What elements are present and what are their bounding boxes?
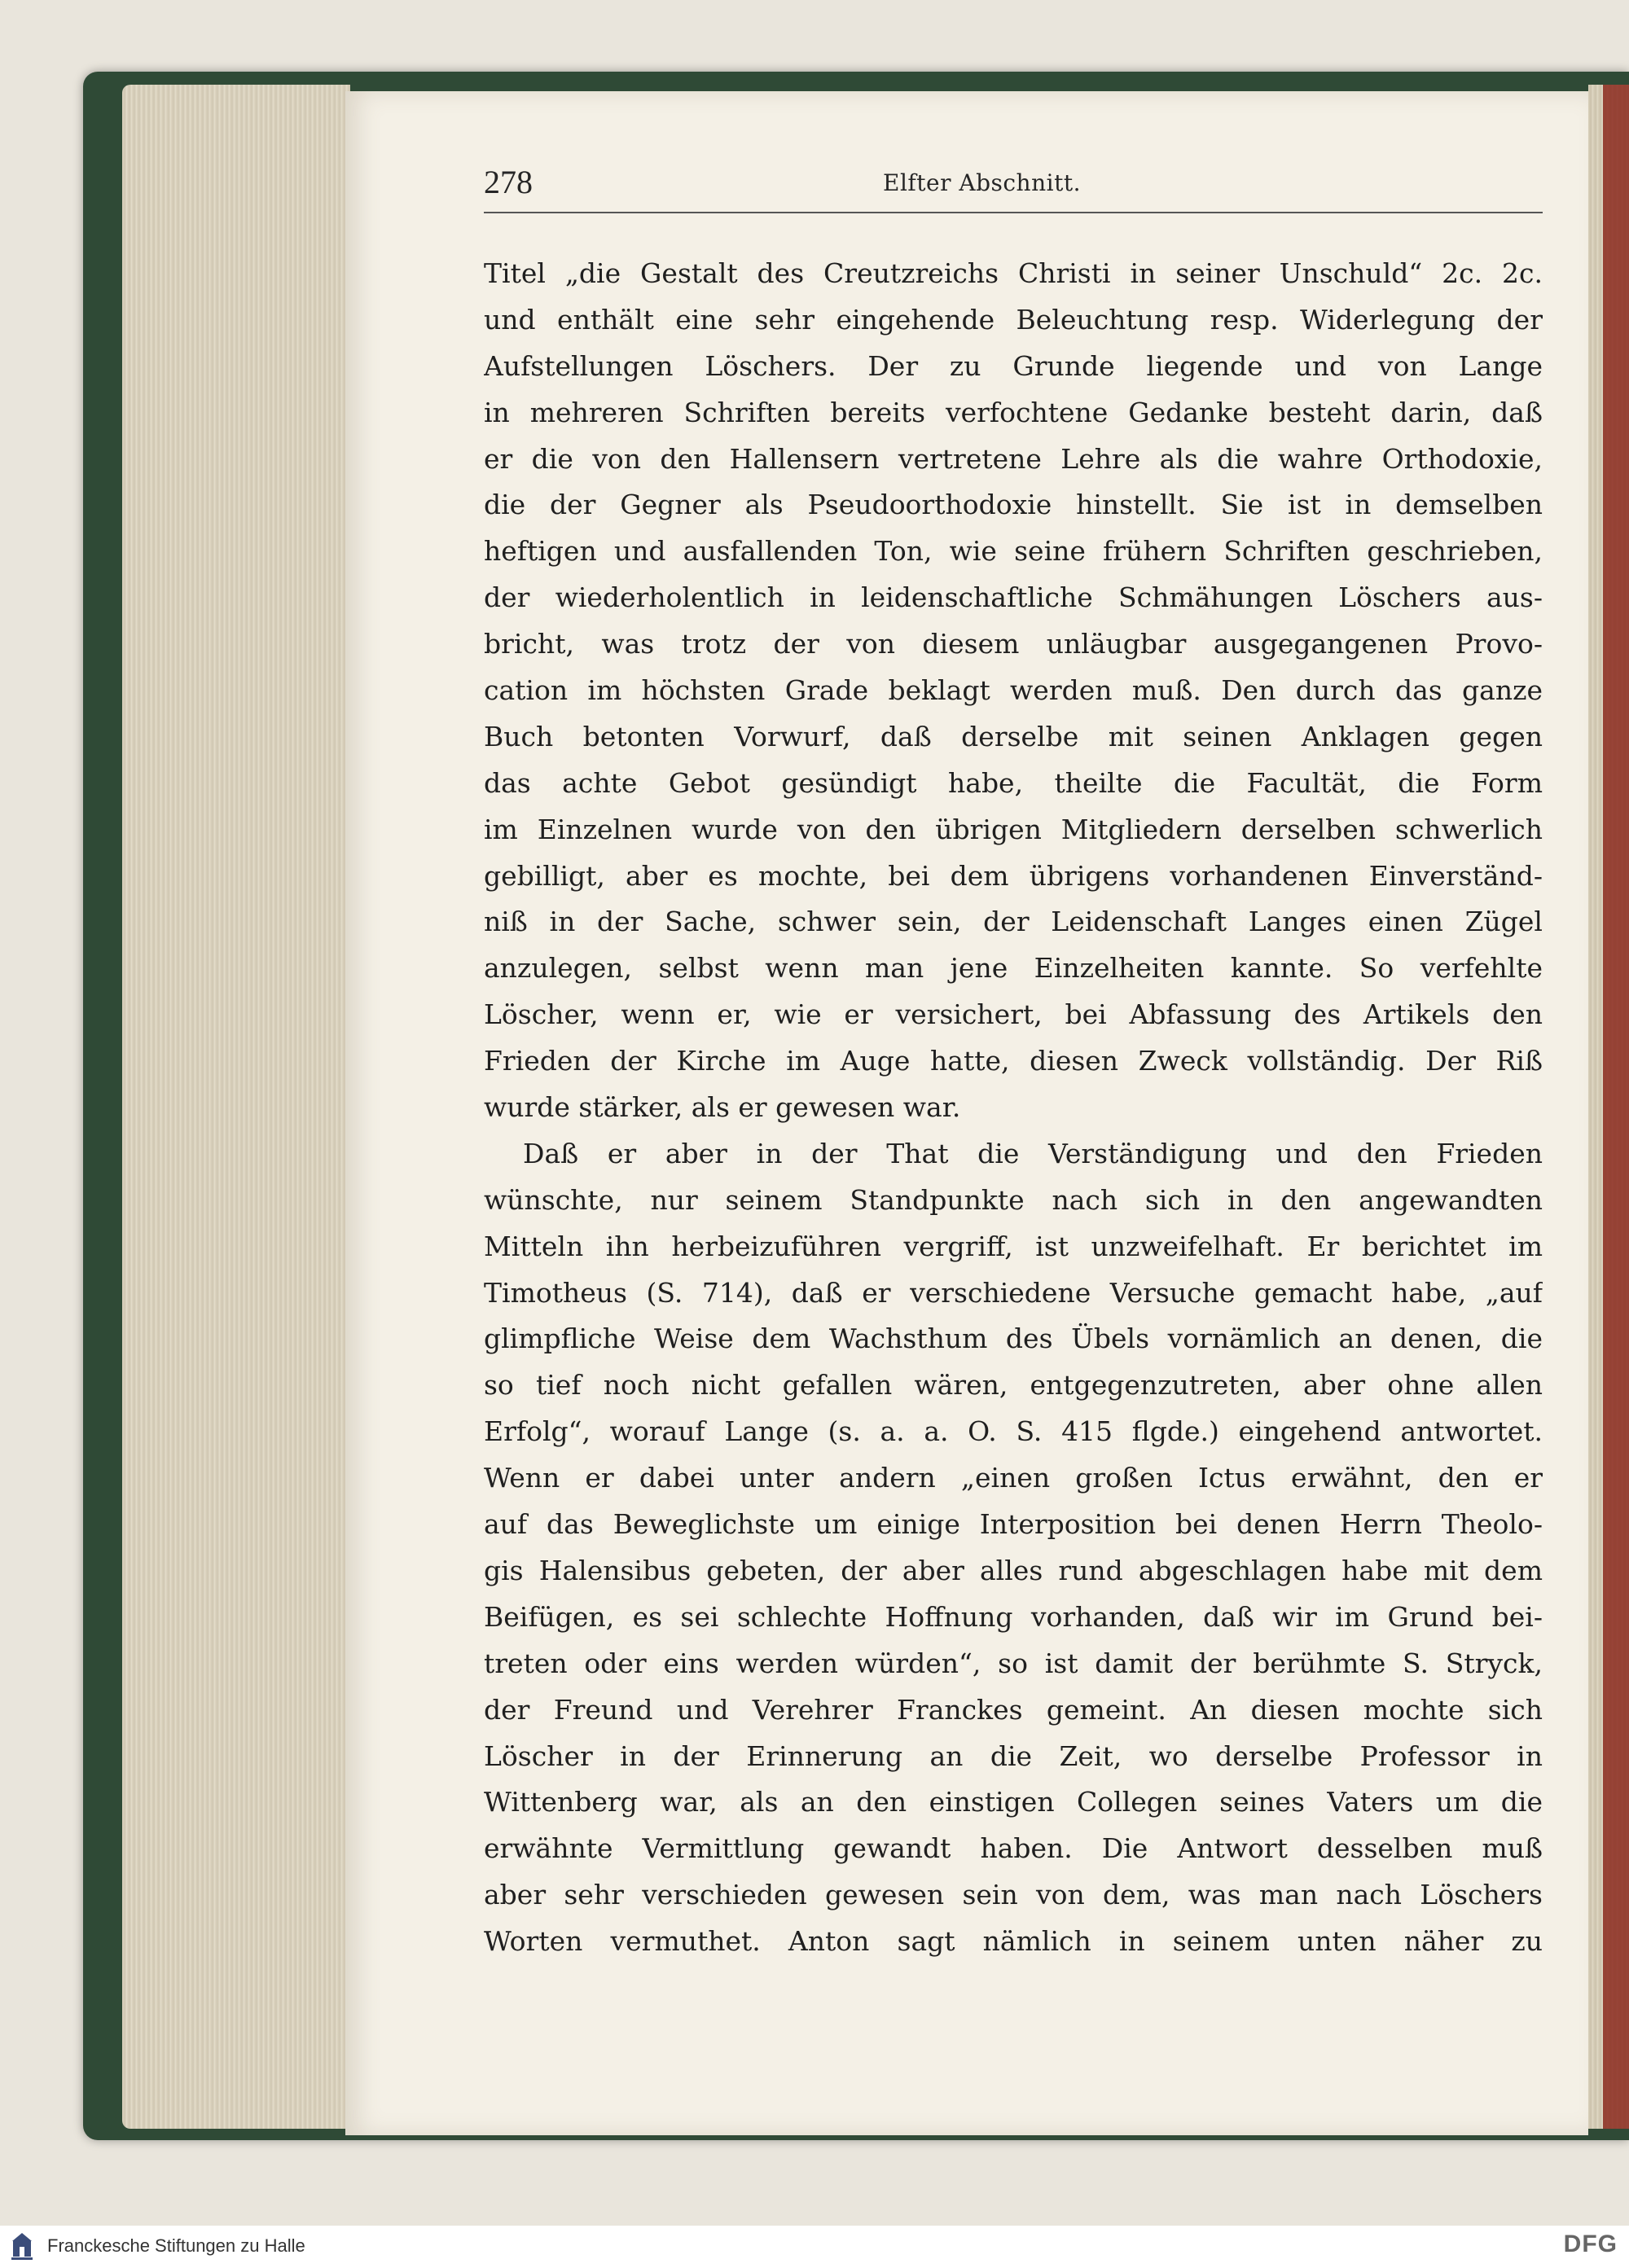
text-line: die der Gegner als Pseudoorthodoxie hinstellt. Sie ist in demselben: [484, 489, 1543, 521]
text-line: gis Halensibus gebeten, der aber alles rund abgeschlagen habe mit dem: [484, 1554, 1543, 1586]
page-header: [484, 163, 1543, 213]
text-line: Daß er aber in der That die Verständigung und den Frieden: [523, 1137, 1543, 1169]
text-line: wurde stärker, als er gewesen war.: [484, 1091, 961, 1124]
text-line: Beifügen, es sei schlechte Hoffnung vorhanden, daß wir im Grund bei-: [484, 1600, 1543, 1633]
institution-name: Franckesche Stiftungen zu Halle: [47, 2235, 305, 2256]
text-line: glimpfliche Weise dem Wachsthum des Übels vornämlich an denen, die: [484, 1323, 1543, 1355]
text-line: in mehreren Schriften bereits verfochtene Gedanke besteht darin, daß: [484, 396, 1543, 428]
text-line: Wittenberg war, als an den einstigen Collegen seines Vaters um die: [484, 1786, 1543, 1818]
text-line: Timotheus (S. 714), daß er verschiedene Versuche gemacht habe, „auf: [484, 1276, 1543, 1309]
text-line: cation im höchsten Grade beklagt werden muß. Den durch das ganze: [484, 674, 1543, 707]
text-line: niß in der Sache, schwer sein, der Leidenschaft Langes einen Zügel: [484, 906, 1543, 938]
text-line: so tief noch nicht gefallen wären, entgegenzutreten, aber ohne allen: [484, 1369, 1543, 1402]
text-line: Frieden der Kirche im Auge hatte, diesen Zweck vollständig. Der Riß: [484, 1045, 1543, 1077]
text-line: Erfolg“, worauf Lange (s. a. a. O. S. 415 flgde.) eingehend antwortet.: [484, 1415, 1543, 1448]
text-line: gebilligt, aber es mochte, bei dem übrigens vorhandenen Einverständ-: [484, 859, 1543, 892]
running-title: Elfter Abschnitt.: [883, 169, 1081, 196]
text-line: bricht, was trotz der von diesem unläugbar ausgegangenen Provo-: [484, 628, 1543, 660]
text-line: wünschte, nur seinem Standpunkte nach sich in den angewandten: [484, 1183, 1543, 1216]
book-page: [345, 91, 1588, 2135]
text-line: anzulegen, selbst wenn man jene Einzelheiten kannte. So verfehlte: [484, 952, 1543, 985]
text-line: aber sehr verschieden gewesen sein von dem, was man nach Löschers: [484, 1879, 1543, 1911]
text-line: Löscher in der Erinnerung an die Zeit, wo derselbe Professor in: [484, 1739, 1543, 1772]
text-line: der Freund und Verehrer Franckes gemeint. An diesen mochte sich: [484, 1693, 1543, 1726]
text-line: und enthält eine sehr eingehende Beleuchtung resp. Widerlegung der: [484, 303, 1543, 336]
text-line: auf das Beweglichste um einige Interposition bei denen Herrn Theolo-: [484, 1508, 1543, 1541]
text-line: der wiederholentlich in leidenschaftliche Schmähungen Löschers aus-: [484, 581, 1543, 614]
institution-logo-icon: [11, 2232, 33, 2261]
text-line: Wenn er dabei unter andern „einen großen Ictus erwähnt, den er: [484, 1462, 1543, 1494]
text-line: Buch betonten Vorwurf, daß derselbe mit seinen Anklagen gegen: [484, 720, 1543, 752]
right-page-edges: [1588, 85, 1629, 2129]
text-line: Worten vermuthet. Anton sagt nämlich in seinem unten näher zu: [484, 1925, 1543, 1958]
page-edges: [122, 85, 350, 2129]
text-line: Löscher, wenn er, wie er versichert, bei Abfassung des Artikels den: [484, 998, 1543, 1031]
text-line: treten oder eins werden würden“, so ist damit der berühmte S. Stryck,: [484, 1647, 1543, 1679]
text-line: heftigen und ausfallenden Ton, wie seine frühern Schriften geschrieben,: [484, 535, 1543, 568]
page-number: 278: [484, 164, 533, 200]
text-line: erwähnte Vermittlung gewandt haben. Die Antwort desselben muß: [484, 1832, 1543, 1865]
viewer-footer: [0, 2226, 1629, 2268]
text-line: Titel „die Gestalt des Creutzreichs Christi in seiner Unschuld“ 2c. 2c.: [484, 257, 1543, 289]
body-text: [484, 251, 1543, 1965]
funder-logo: DFG: [1563, 2231, 1618, 2257]
text-line: er die von den Hallensern vertretene Lehre als die wahre Orthodoxie,: [484, 442, 1543, 475]
text-line: Mitteln ihn herbeizuführen vergriff, ist unzweifelhaft. Er berichtet im: [484, 1230, 1543, 1262]
text-line: das achte Gebot gesündigt habe, theilte die Facultät, die Form: [484, 766, 1543, 799]
red-bookmark-edge: [1603, 85, 1629, 2129]
text-line: im Einzelnen wurde von den übrigen Mitgliedern derselben schwerlich: [484, 813, 1543, 845]
text-line: Aufstellungen Löschers. Der zu Grunde liegende und von Lange: [484, 349, 1543, 382]
